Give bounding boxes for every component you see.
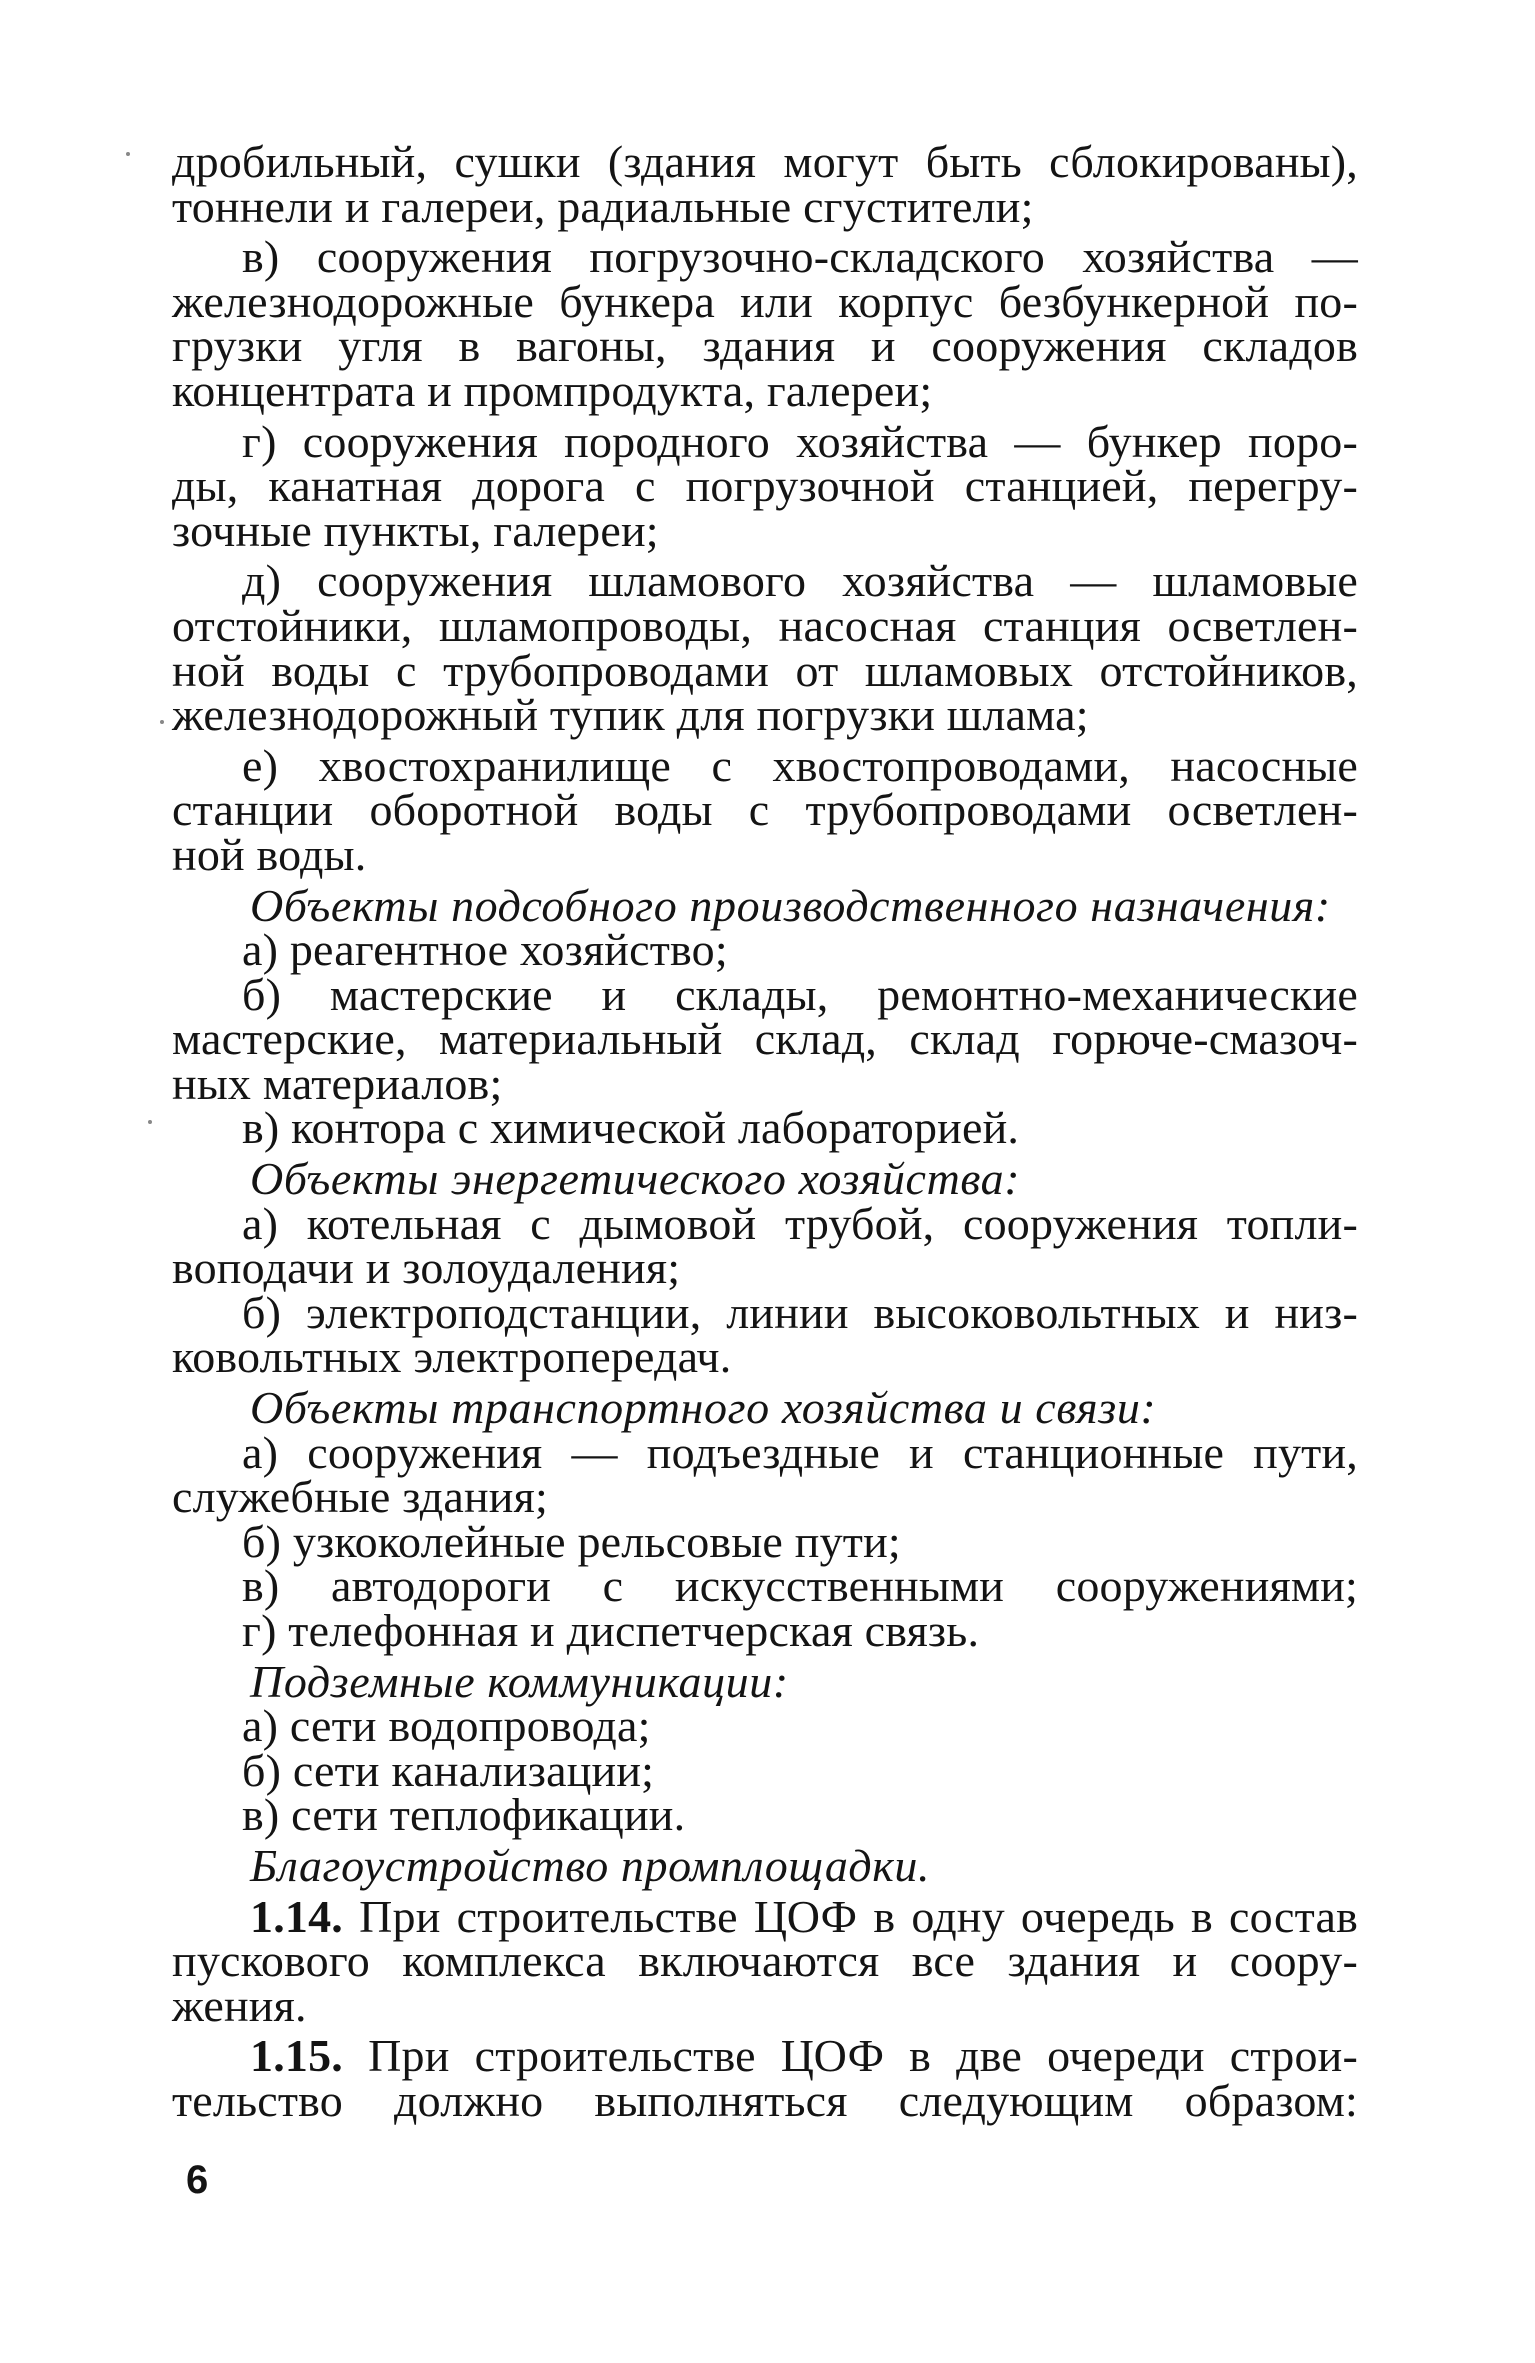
list-item: г) телефонная и диспетчерская связь. <box>242 1605 980 1656</box>
clause-number: 1.15. <box>250 2030 343 2082</box>
text-line: грузки угля в вагоны, здания и сооружения складов <box>172 320 1358 372</box>
text-line: зочные пункты, галереи; <box>172 504 659 556</box>
text-line: мастерские, материальный склад, склад горюче-смазоч- <box>172 1013 1358 1065</box>
clause-paragraph <box>172 2030 1358 2082</box>
list-item: а) сети водопровода; <box>242 1700 651 1752</box>
page-number: 6 <box>186 2158 209 2202</box>
list-item: б) сети канализации; <box>242 1744 655 1796</box>
section-heading: Объекты транспортного хозяйства и связи: <box>250 1382 1157 1434</box>
list-item: б) мастерские и склады, ремонтно-механические <box>242 968 1358 1020</box>
list-item: а) реагентное хозяйство; <box>242 924 728 976</box>
body-text <box>172 136 1358 2126</box>
text-line: тоннели и галереи, радиальные сгустители; <box>172 180 1034 232</box>
text-line: железнодорожный тупик для погрузки шлама; <box>172 689 1089 741</box>
text-line: дробильный, сушки (здания могут быть сблокированы), <box>172 136 1358 187</box>
list-item: г) сооружения породного хозяйства — бункер поро- <box>242 415 1358 467</box>
clause-paragraph <box>172 1890 1358 1942</box>
list-item: в) контора с химической лабораторией. <box>242 1102 1020 1154</box>
text-line: железнодорожные бункера или корпус безбункерной по- <box>172 275 1358 327</box>
list-item: б) электроподстанции, линии высоковольтных и низ- <box>242 1286 1358 1338</box>
text-line: ной воды. <box>172 828 367 880</box>
text-line: жения. <box>172 1979 307 2031</box>
list-item: в) сооружения погрузочно-складского хозяйства — <box>242 231 1358 283</box>
list-item: а) сооружения — подъездные и станционные пути, <box>242 1426 1358 1478</box>
text-line: станции оборотной воды с трубопроводами осветлен- <box>172 784 1358 836</box>
print-speck <box>126 152 130 156</box>
clause-number: 1.14. <box>250 1890 343 1942</box>
print-speck <box>160 720 164 724</box>
text-line: служебные здания; <box>172 1471 548 1523</box>
section-heading: Подземные коммуникации: <box>250 1655 789 1707</box>
text-line: ных материалов; <box>172 1057 503 1109</box>
text-line: воподачи и золоудаления; <box>172 1242 681 1294</box>
list-item: б) узкоколейные рельсовые пути; <box>242 1515 901 1567</box>
text-line: концентрата и промпродукта, галереи; <box>172 364 933 416</box>
section-heading: Благоустройство промплощадки. <box>250 1839 931 1891</box>
text-line: ной воды с трубопроводами от шламовых отстойников, <box>172 644 1358 696</box>
section-heading: Объекты подсобного производственного назначения: <box>250 879 1331 931</box>
list-item: в) сети теплофикации. <box>242 1789 686 1841</box>
text-line: пускового комплекса включаются все здания и соору- <box>172 1935 1358 1987</box>
list-item: д) сооружения шламового хозяйства — шламовые <box>242 555 1358 607</box>
text-line: отстойники, шламопроводы, насосная станция осветлен- <box>172 599 1358 651</box>
clause-text: При строительстве ЦОФ в две очереди строи- <box>343 2030 1358 2082</box>
print-speck <box>148 1120 152 1124</box>
list-item: е) хвостохранилище с хвостопроводами, насосные <box>242 739 1358 791</box>
list-item: в) автодороги с искусственными сооружениями; <box>242 1560 1358 1612</box>
list-item: а) котельная с дымовой трубой, сооружения топли- <box>242 1197 1358 1249</box>
clause-text: При строительстве ЦОФ в одну очередь в состав <box>343 1890 1358 1942</box>
text-line: тельство должно выполняться следующим образом: <box>172 2074 1358 2126</box>
text-line: ды, канатная дорога с погрузочной станцией, перегру- <box>172 460 1358 512</box>
section-heading: Объекты энергетического хозяйства: <box>250 1153 1021 1205</box>
text-line: ковольтных электропередач. <box>172 1331 732 1383</box>
